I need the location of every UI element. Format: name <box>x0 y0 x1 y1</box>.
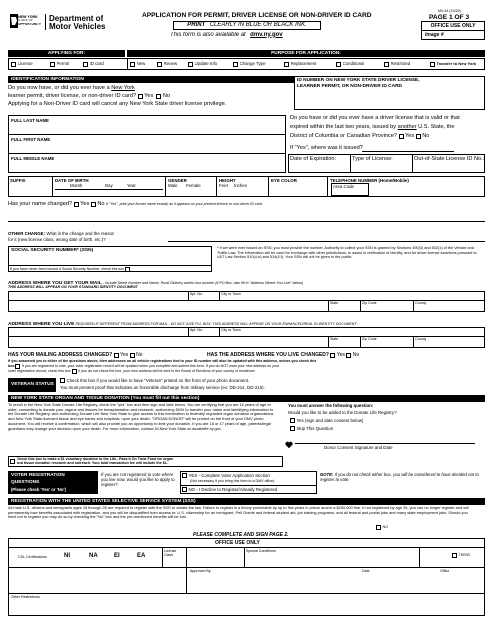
dept-name-line1: Department of <box>49 14 104 23</box>
veteran-line2: You must present proof that indicates an honorable discharge from military service (ex: DD-214, DD-215). <box>60 385 265 390</box>
oos-id-label: Out-of-State License ID No.: <box>414 156 485 162</box>
live-county-label: County <box>415 337 427 341</box>
office-use-footer-title: OFFICE USE ONLY <box>215 540 260 546</box>
cdl-code-ei: EI <box>114 553 120 559</box>
dob-day: Day <box>105 183 113 188</box>
purpose-conditional-checkbox[interactable] <box>336 62 341 67</box>
mail-changed-yes-checkbox[interactable] <box>114 353 119 358</box>
changed-para-line1: If you answered yes to either of the questions above, then addresses on all vehicle registrations tied to your ID number will also be updated with this address, unless you check this <box>8 359 317 363</box>
cdl-code-ea: EA <box>137 553 146 559</box>
special-conditions-label: Special Conditions <box>246 549 276 553</box>
dept-name-line2: Motor Vehicles <box>49 22 106 31</box>
ssn-never-checkbox[interactable] <box>125 267 130 272</box>
donation-checkbox[interactable] <box>10 459 15 464</box>
first-name-input[interactable] <box>11 143 283 152</box>
veteran-checkbox[interactable] <box>60 378 65 383</box>
heart-icon <box>285 436 293 454</box>
id-card-checkbox[interactable] <box>83 62 88 67</box>
voter-header: VOTER REGISTRATION QUESTIONS (Please check 'Yes' or 'No') <box>8 471 98 494</box>
mail-zip-label: Zip Code <box>362 301 377 305</box>
height-inches: Inches <box>234 183 247 188</box>
donor-skip-row: Skip This Question <box>290 426 333 431</box>
other-change-label2: for it (new license class, wrong date of birth, etc.)? <box>8 237 106 242</box>
purpose-new-checkbox[interactable] <box>130 62 135 67</box>
purpose-header: PURPOSE FOR APPLICATION: <box>127 50 485 57</box>
ssn-note: * If we were ever issued an SSN, you must provide the number. Authority to collect your SSN is granted by Sections 490(3) and 502(1) of the Vehicle and Traffic Law. The information will be used for exchange with other jurisdictions, to assist in verification of identity, and for driver license sanctions pursuant to V&T Law Section 510(4-e) and 510(4-f). Your SSN will not be given to the public. <box>217 246 477 260</box>
purpose-update-info-checkbox[interactable] <box>188 62 193 67</box>
form-page: NEW YORK STATE OF OPPORTUNITY Department of Motor Vehicles APPLICATION FOR PERMIT, DRIVER LICENSE OR NON-DRIVER ID CARD MV-44 (10/20) PAGE 1 OF 3 PRINT CLEARLY IN BLUE OR BLACK INK. This form is also available at dmv.ny.gov OFFICE USE ONLY Image # APPLYING FOR: PURPOSE FOR APPLICATION: License Permit ID card New Renew Update Info Change Type Replacement Conditional Restricted Transfer to New York IDENTIFICATION INFORMATION Do you now have, or did you ever have a New York learner permit, driver license, or non-driver ID card? Yes No Applying for a Non-Driver ID card will cancel any New York State driver license privilege. ID NUMBER ON NEW YORK STATE DRIVER LICENSE, LEARNER PERMIT, OR NON-DRIVER ID CARD FULL LAST NAME FULL FIRST NAME FULL MIDDLE NAME Do you have or did you ever have a driver license that is valid or that expired within the last two years, issued by another U.S. State, the District of Columbia or Canadian Province? Yes No If "Yes", where was it issued? Date of Expiration: Type of License: Out-of-State License ID No.: SUFFIX DATE OF BIRTH Month Day Year GENDER Male Female HEIGHT Feet Inches EYE COLOR TELEPHONE NUMBER (Home/Mobile) Area Code Has your name changed? Yes No If "Yes", print your former name exactly as it appears on your present license or non-driver ID card. OTHER CHANGE: What is the change and the reason for it (new license class, wrong date of birth, etc.)? SOCIAL SECURITY NUMBER* (SSN) If you have never been issued a Social Security Number, check this box * If we were ever issued an SSN, you must provide the number. Authority to collect your SSN is granted by Sections 490(3) and 502(1) of the Vehicle and Traffic Law. The information will be used for exchange with other jurisdictions, to assist in verification of identity, and for driver license sanctions pursuant to V&T Law Section 510(4-e) and 510(4-f). Your SSN will not be given to the public. ADDRESS WHERE YOU GET YOUR MAIL - Include Street Number and Name, Rural Delivery and/or box number (if PO Box, also fill in "Address Where You Live" below) THIS ADDRESS WILL APPEAR ON YOUR STANDARD IDENTITY DOCUMENT Apt. No. City or Town State Zip Code County ADDRESS WHERE YOU LIVE REQUIRED IF DIFFERENT FROM ADDRESS FOR MAIL - DO NOT GIVE P.O. BOX. THIS ADDRESS WILL APPEAR ON YOUR ENHANCED/REAL ID IDENTITY DOCUMENT Apt. No. City or Town State Zip Code County HAS YOUR MAILING ADDRESS CHANGED? Yes No HAS THE ADDRESS WHERE YOU LIVE CHANGED? Yes No If you answered yes to either of the questions above, then addresses on all vehicle registrations tied to your ID number will also be updated with this address, unless you check this box. If you are registered to vote, your voter registration record will be updated when you complete and submit this form. If you do NOT want your new address on your voter registration record, check this box If you do not check the box, your new address will be sent to the Board of Elections of your county of residence. VETERAN STATUS Check this box if you would like to have "Veteran" printed on the front of your photo document. You must present proof that indicates an honorable discharge from military service (ex: DD-214, DD-215). NEW YORK STATE ORGAN AND TISSUE DONATION (You must fill out this section) To enroll in the New York State Donate Life Registry, check the "yes" box and then sign and date below. You are certifying that you are 16 years of age or older; consenting to donate your organs and tissues for transplantation and research; authorizing DMV to transfer your name and identifying information to the Donate Life Registry; and authorizing Donate Life New York State to give access to this information to federally regulated organ donation organizations and New York State-licensed tissue and eye banks and hospitals, upon your death. "ORGAN DONOR" will be printed on the front of your DMV photo document. You will receive a confirmation, which will also provide you an opportunity to limit your donation. If you are 16 or 17 years of age, parents/legal guardians may change your decision upon your death. For more information, contact DLNew York State at donatelife.ny.gov. Check this box to make a $1 voluntary donation to the Life...Pass It On Trust Fund for organ and tissue donation research and outreach. Your total transaction fee will include the $1. You must answer the following question: Would you like to be added to the Donate Life Registry? Yes (sign and date consent below) Skip This Question Donor Consent Signature and Date VOTER REGISTRATION QUESTIONS (Please check 'Yes' or 'No') If you are not registered to vote where you live now, would you like to apply to register? YES - Complete Voter Application Section (Not necessary if you bring this form to a DMV office). NO - I Decline to Register/Already Registered NOTE: If you do not check either box, you will be considered to have decided not to register to vote. REGISTRATION WITH THE UNITED STATES SELECTIVE SERVICE SYSTEM (SSS) All male U.S. citizens and immigrants ages 18 through 25 are required to register with the SSS or violate the law. Failure to register is a felony punishable by up to five years in prison and/or a $250,000 fine. If not registered by age 26, you can no longer register and will permanently lose benefits associated with registration, and you will be disqualified from access to: U.S. citizenship for an immigrant, Pell Grants and federal student aid, job training programs, and all federal and postal jobs and many state employment jobs. Should you elect not to register you may do so by checking the "No" box and the pre-mentioned benefits will be lost. NO PLEASE COMPLETE AND SIGN PAGE 2. OFFICE USE ONLY CDL Certifications NI NA EI EA License Class Special Conditions TEENS Approved By Date Office Other Restrictions <box>0 0 494 640</box>
image-number-label: Image # <box>425 32 444 38</box>
office-label: Office <box>440 569 450 573</box>
page-number: PAGE 1 OF 3 <box>429 14 470 21</box>
area-code-input[interactable] <box>331 183 369 196</box>
mail-state-label: State <box>330 301 339 305</box>
id-number-label2: LEARNER PERMIT, OR NON-DRIVER ID CARD <box>297 84 403 89</box>
purpose-transfer-checkbox[interactable] <box>430 62 435 67</box>
purpose-restricted-checkbox[interactable] <box>384 62 389 67</box>
ident-note: Applying for a Non-Driver ID card will cancel any New York State driver license privilege. <box>8 101 227 107</box>
logo-line1: NEW YORK <box>18 15 38 19</box>
logo-line2: STATE OF <box>18 19 34 22</box>
license-class-label: License Class <box>164 549 177 558</box>
gender-label: GENDER <box>168 178 187 183</box>
approved-date-label: Date <box>362 569 370 573</box>
issued-where-label: If "Yes", where was it issued? <box>290 145 363 151</box>
donor-header: NEW YORK STATE ORGAN AND TISSUE DONATION (You must fill out this section) <box>8 395 485 402</box>
name-changed-yes-checkbox[interactable] <box>74 202 79 207</box>
applying-for-header: APPLYING FOR: <box>8 50 125 57</box>
dob-label: DATE OF BIRTH <box>55 178 89 183</box>
logo-line3: OPPORTUNITY <box>18 23 42 26</box>
voter-yes-note: (Not necessary if you bring this form to a DMV office). <box>190 479 276 483</box>
other-state-q1: Do you have or did you ever have a driver license that is valid or that <box>290 115 460 121</box>
donor-must-answer: You must answer the following question: <box>288 403 374 408</box>
area-code-label: Area Code <box>333 184 354 189</box>
first-name-label: FULL FIRST NAME <box>11 137 51 142</box>
last-name-input[interactable] <box>11 124 283 133</box>
form-code: MV-44 (10/20) <box>438 9 461 13</box>
approved-by-label: Approved By <box>190 569 211 573</box>
donor-question: Would you like to be added to the Donate Life Registry? <box>288 410 397 415</box>
other-state-yes-checkbox[interactable] <box>399 134 404 139</box>
ssn-never-row: If you have never been issued a Social Security Number, check this box <box>10 266 132 272</box>
other-state-q2: expired within the last two years, issued by another U.S. State, the <box>290 124 455 130</box>
mail-changed-row: HAS YOUR MAILING ADDRESS CHANGED? Yes No <box>8 352 143 358</box>
height-feet: Feet <box>219 183 228 188</box>
cdl-cert-label: CDL Certifications <box>18 555 47 559</box>
live-apt-label: Apt. No. <box>190 328 203 332</box>
purpose-change-type-checkbox[interactable] <box>233 62 238 67</box>
ident-no-checkbox[interactable] <box>156 94 161 99</box>
voter-yes-checkbox[interactable] <box>182 473 187 478</box>
live-state-label: State <box>330 337 339 341</box>
voter-address-optout-checkbox[interactable] <box>72 369 77 374</box>
print-note: PRINT CLEARLY IN BLUE OR BLACK INK. <box>173 21 321 30</box>
voter-note: NOTE: If you do not check either box, you will be considered to have decided not to register to vote. <box>320 472 479 483</box>
donor-signature-label: Donor Consent Signature and Date <box>324 445 393 450</box>
voter-yes-row: YES - Complete Voter Application Section <box>182 473 270 478</box>
expiration-label: Date of Expiration: <box>290 156 337 162</box>
id-number-label1: ID NUMBER ON NEW YORK STATE DRIVER LICENSE, <box>297 78 420 83</box>
mail-address-note: THIS ADDRESS WILL APPEAR ON YOUR STANDARD IDENTITY DOCUMENT <box>8 285 138 289</box>
cdl-code-ni: NI <box>64 553 70 559</box>
live-address-label: ADDRESS WHERE YOU LIVE REQUIRED IF DIFFERENT FROM ADDRESS FOR MAIL - DO NOT GIVE P.O. BOX. THIS ADDRESS WILL APPEAR ON YOUR ENHANCED/REAL ID IDENTITY DOCUMENT <box>8 322 357 327</box>
sss-no-checkbox[interactable] <box>376 525 381 530</box>
gender-female: Female <box>186 183 201 188</box>
ssn-input[interactable] <box>11 255 209 264</box>
office-use-box: OFFICE USE ONLY Image # <box>421 21 485 40</box>
dob-year: Year <box>127 183 136 188</box>
name-changed-no-checkbox[interactable] <box>91 202 96 207</box>
donor-skip-checkbox[interactable] <box>290 426 295 431</box>
donor-yes-row: Yes (sign and date consent below) <box>290 418 363 423</box>
complete-page2-note: PLEASE COMPLETE AND SIGN PAGE 2. <box>193 532 289 538</box>
veteran-line1: Check this box if you would like to have "Veteran" printed on the front of your photo document. <box>60 378 249 383</box>
other-change-label: OTHER CHANGE: What is the change and the reason <box>8 231 115 236</box>
live-zip-label: Zip Code <box>362 337 377 341</box>
license-checkbox[interactable] <box>11 62 16 67</box>
live-city-label: City or Town <box>221 328 241 332</box>
gender-male: Male <box>168 183 178 188</box>
mail-apt-label: Apt. No. <box>190 292 203 296</box>
ident-yes-checkbox[interactable] <box>138 94 143 99</box>
dob-month: Month <box>70 183 83 188</box>
live-changed-yes-checkbox[interactable] <box>330 353 335 358</box>
form-title: APPLICATION FOR PERMIT, DRIVER LICENSE OR NON-DRIVER ID CARD <box>142 12 372 19</box>
ident-question-line2: learner permit, driver license, or non-driver ID card? Yes No <box>8 93 171 99</box>
last-name-label: FULL LAST NAME <box>11 118 49 123</box>
sss-body: All male U.S. citizens and immigrants ages 18 through 25 are required to register with the SSS or violate the law. Failure to register is a felony punishable by up to five years in prison and/or a $250,000 fine. If not registered by age 26, you can no longer register and will permanently lose benefits associated with registration, and you will be disqualified from access to: U.S. citizenship for an immigrant, Pell Grants and federal student aid, job training programs, and all federal and postal jobs and many state employment jobs. Should you elect not to register you may do so by checking the "No" box and the pre-mentioned benefits will be lost. <box>8 505 469 520</box>
cdl-code-na: NA <box>89 553 98 559</box>
teens-row: TEENS <box>452 553 470 558</box>
purpose-renew-checkbox[interactable] <box>157 62 162 67</box>
height-label: HEIGHT <box>219 178 236 183</box>
mail-changed-no-checkbox[interactable] <box>130 353 135 358</box>
eye-color-label: EYE COLOR <box>271 178 297 183</box>
teens-checkbox[interactable] <box>452 553 457 558</box>
changed-para-line3: voter registration record, check this box If you do not check the box, your new address will be sent to the Board of Elections of your county of residence. <box>8 369 256 374</box>
suffix-label: SUFFIX <box>10 178 26 183</box>
middle-name-label: FULL MIDDLE NAME <box>11 156 55 161</box>
voter-no-row: NO - I Decline to Register/Already Registered <box>182 487 277 492</box>
middle-name-input[interactable] <box>11 162 283 171</box>
online-note: This form is also available at dmv.ny.gov <box>170 31 283 38</box>
donor-signature-field[interactable] <box>295 434 475 443</box>
live-changed-row: HAS THE ADDRESS WHERE YOU LIVE CHANGED? Yes No <box>207 352 360 358</box>
sss-no-row: NO <box>376 525 388 530</box>
live-changed-no-checkbox[interactable] <box>346 353 351 358</box>
sss-header: REGISTRATION WITH THE UNITED STATES SELECTIVE SERVICE SYSTEM (SSS) <box>8 498 485 505</box>
name-changed-row: Has your name changed? Yes No If "Yes", print your former name exactly as it appears on your present license or non-driver ID card. <box>8 201 263 207</box>
mail-city-label: City or Town <box>221 292 241 296</box>
dmv-link[interactable]: dmv.ny.gov <box>250 31 283 38</box>
ident-question-line1: Do you now have, or did you ever have a New York <box>8 85 135 91</box>
mail-county-label: County <box>415 301 427 305</box>
other-state-q3: District of Columbia or Canadian Province? Yes No <box>290 133 430 139</box>
identification-header: IDENTIFICATION INFORMATION <box>8 76 294 83</box>
donor-yes-checkbox[interactable] <box>290 418 295 423</box>
ssn-label: SOCIAL SECURITY NUMBER* (SSN) <box>11 248 94 253</box>
donor-body: To enroll in the New York State Donate Life Registry, check the "yes" box and then sign and date below. You are certifying that you are 16 years of age or older; consenting to donate your organs and tissues for transplantation and research; authorizing DMV to transfer your name and identifying information to the Donate Life Registry; and authorizing Donate Life New York State to give access to this information to federally regulated organ donation organizations and New York State-licensed tissue and eye banks and hospitals, upon your death. "ORGAN DONOR" will be printed on the front of your DMV photo document. You will receive a confirmation, which will also provide you an opportunity to limit your donation. If you are 16 or 17 years of age, parents/legal guardians may change your decision upon your death. For more information, contact DLNew York State at donatelife.ny.gov. <box>8 403 274 431</box>
voter-no-checkbox[interactable] <box>182 487 187 492</box>
donor-gift-row: Check this box to make a $1 voluntary donation to the Life...Pass It On Trust Fund for organ and tissue donation research and outreach. Your total transaction fee will include the $1. <box>10 457 173 466</box>
veteran-header: VETERAN STATUS <box>8 378 56 392</box>
other-state-no-checkbox[interactable] <box>416 134 421 139</box>
voter-question: If you are not registered to vote where you live now, would you like to apply to register? <box>101 472 175 488</box>
other-restrictions-label: Other Restrictions <box>11 595 40 599</box>
mail-address-label: ADDRESS WHERE YOU GET YOUR MAIL - Include Street Number and Name, Rural Delivery and/or box number (if PO Box, also fill in "Address Where You Live" below) <box>8 281 304 286</box>
purpose-replacement-checkbox[interactable] <box>284 62 289 67</box>
telephone-label: TELEPHONE NUMBER (Home/Mobile) <box>330 178 409 183</box>
changed-para-line2: box. If you are registered to vote, your voter registration record will be updated when you complete and submit this form. If you do NOT want your new address on your <box>8 364 280 369</box>
permit-checkbox[interactable] <box>50 62 55 67</box>
license-type-label: Type of License: <box>352 156 393 162</box>
